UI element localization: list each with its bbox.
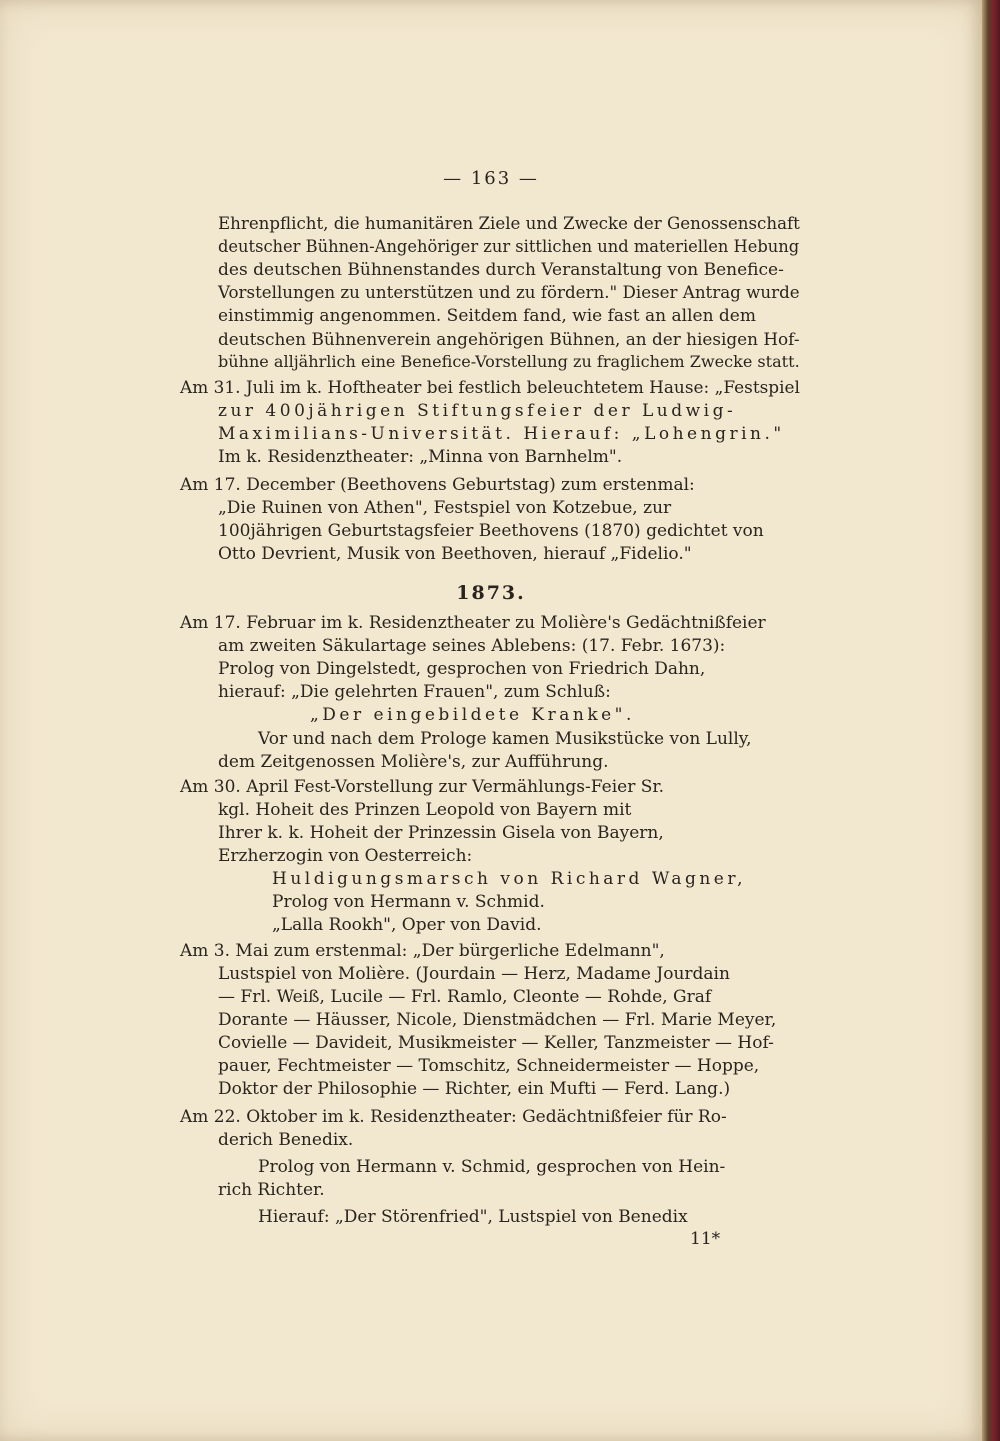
text-line: Lustspiel von Molière. (Jourdain — Herz, Madame Jourdain xyxy=(218,964,730,984)
text-line: Otto Devrient, Musik von Beethoven, hierauf „Fidelio." xyxy=(218,544,692,564)
text-line: Ehrenpflicht, die humanitären Ziele und Zwecke der Genossenschaft xyxy=(218,214,800,233)
text-line: — Frl. Weiß, Lucile — Frl. Ramlo, Cleonte — Rohde, Graf xyxy=(218,987,712,1007)
text-line: dem Zeitgenossen Molière's, zur Aufführung. xyxy=(218,752,609,772)
page-number: — 163 — xyxy=(443,168,539,189)
text-line: Vorstellungen zu unterstützen und zu fördern." Dieser Antrag wurde xyxy=(218,283,800,302)
signature-mark: 11* xyxy=(690,1229,721,1249)
text-line: derich Benedix. xyxy=(218,1130,354,1150)
entry-30-april: Am 30. April Fest-Vorstellung zur Vermählungs-Feier Sr. xyxy=(180,777,665,797)
text-line: kgl. Hoheit des Prinzen Leopold von Bayern mit xyxy=(218,800,632,820)
text-line: Im k. Residenztheater: „Minna von Barnhelm". xyxy=(218,447,623,467)
text-line: zur 400jährigen Stiftungsfeier der Ludwig- xyxy=(218,401,737,421)
text-line: „Der eingebildete Kranke". xyxy=(310,705,635,725)
book-edge xyxy=(982,0,1000,1441)
text-line: deutscher Bühnen-Angehöriger zur sittlichen und materiellen Hebung xyxy=(218,237,800,256)
text-line: am zweiten Säkulartage seines Ablebens: (17. Febr. 1673): xyxy=(218,636,726,656)
text-line: 100jährigen Geburtstagsfeier Beethovens (1870) gedichtet von xyxy=(218,521,764,541)
text-line: „Die Ruinen von Athen", Festspiel von Kotzebue, zur xyxy=(218,498,672,518)
entry-3-mai: Am 3. Mai zum erstenmal: „Der bürgerliche Edelmann", xyxy=(180,941,665,961)
entry-17-december: Am 17. December (Beethovens Geburtstag) zum erstenmal: xyxy=(180,475,695,495)
text-line: Doktor der Philosophie — Richter, ein Mufti — Ferd. Lang.) xyxy=(218,1079,731,1099)
entry-17-februar: Am 17. Februar im k. Residenztheater zu Molière's Gedächtnißfeier xyxy=(180,613,766,633)
text-line: Huldigungsmarsch von Richard Wagner, xyxy=(272,869,747,889)
text-line: des deutschen Bühnenstandes durch Veranstaltung von Benefice- xyxy=(218,260,784,280)
entry-31-juli: Am 31. Juli im k. Hoftheater bei festlich beleuchtetem Hause: „Festspiel xyxy=(180,377,800,397)
text-line: Ihrer k. k. Hoheit der Prinzessin Gisela von Bayern, xyxy=(218,823,664,843)
text-line: Vor und nach dem Prologe kamen Musikstücke von Lully, xyxy=(258,729,752,749)
text-line: Maximilians-Universität. Hierauf: „Lohengrin." xyxy=(218,424,785,444)
text-line: Prolog von Dingelstedt, gesprochen von Friedrich Dahn, xyxy=(218,659,706,679)
text-line: deutschen Bühnenverein angehörigen Bühnen, an der hiesigen Hof- xyxy=(218,329,800,349)
text-line: Hierauf: „Der Störenfried", Lustspiel von Benedix xyxy=(258,1207,688,1227)
text-line: bühne alljährlich eine Benefice-Vorstellung zu fraglichem Zwecke statt. xyxy=(218,352,800,371)
text-line: pauer, Fechtmeister — Tomschitz, Schneidermeister — Hoppe, xyxy=(218,1056,760,1076)
text-line: Erzherzogin von Oesterreich: xyxy=(218,846,473,866)
year-heading: 1873. xyxy=(456,582,526,604)
text-line: Covielle — Davideit, Musikmeister — Keller, Tanzmeister — Hof- xyxy=(218,1033,774,1053)
text-line: hierauf: „Die gelehrten Frauen", zum Schluß: xyxy=(218,682,611,702)
text-line: Dorante — Häusser, Nicole, Dienstmädchen — Frl. Marie Meyer, xyxy=(218,1010,777,1030)
text-line: einstimmig angenommen. Seitdem fand, wie fast an allen dem xyxy=(218,306,756,326)
text-line: Prolog von Hermann v. Schmid, gesprochen von Hein- xyxy=(258,1157,726,1177)
entry-22-oktober: Am 22. Oktober im k. Residenztheater: Gedächtnißfeier für Ro- xyxy=(180,1107,727,1127)
text-line: Prolog von Hermann v. Schmid. xyxy=(272,892,545,912)
text-line: rich Richter. xyxy=(218,1180,325,1200)
text-line: „Lalla Rookh", Oper von David. xyxy=(272,915,542,935)
